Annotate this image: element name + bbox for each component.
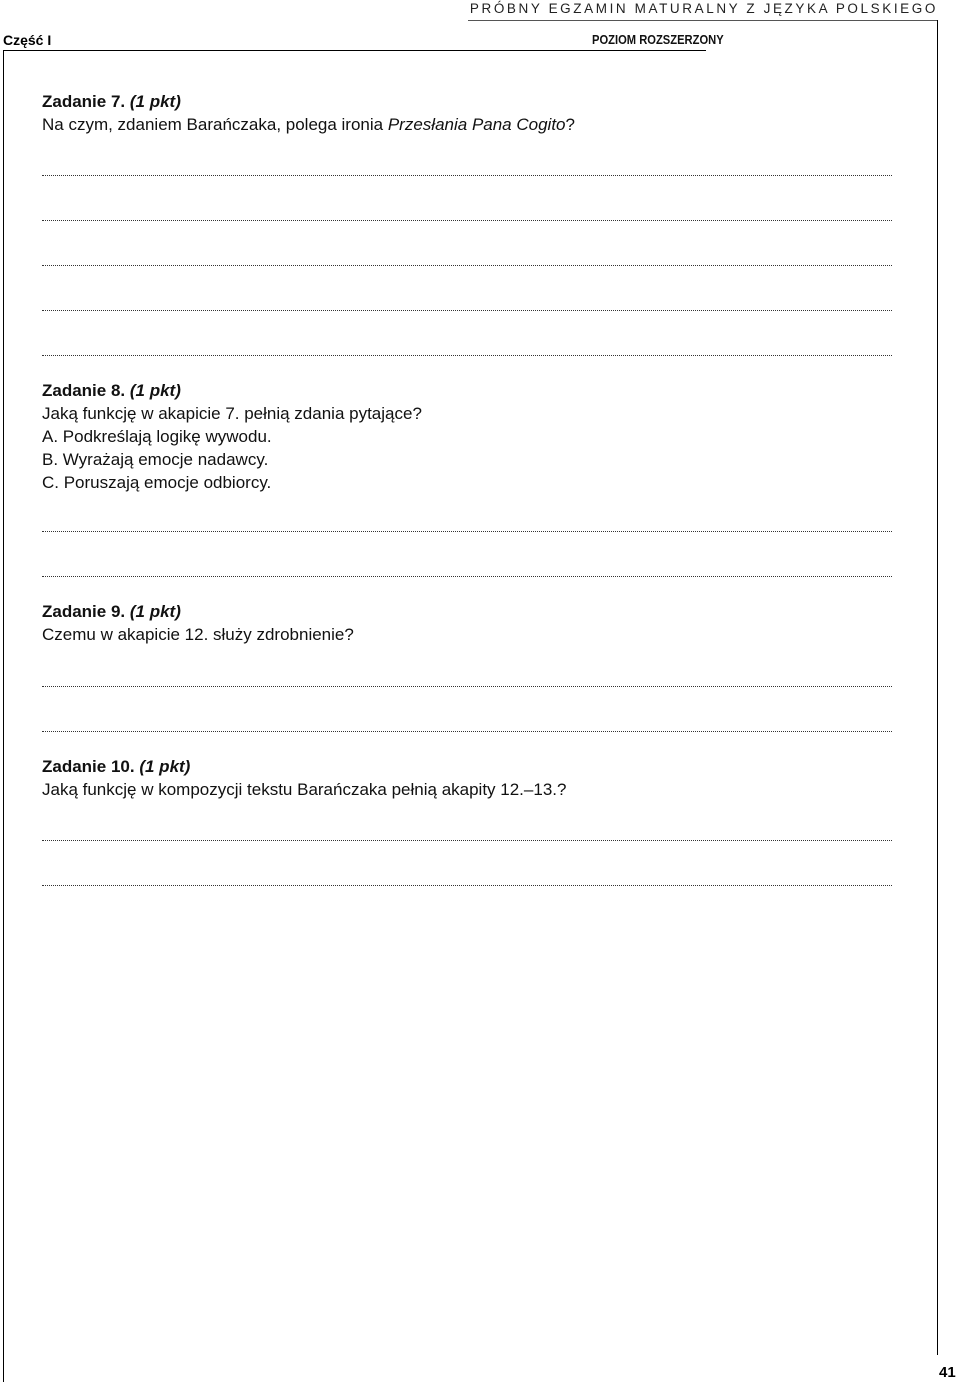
answer-line[interactable]: [42, 686, 892, 687]
option-b[interactable]: B. Wyrażają emocje nadawcy.: [42, 450, 269, 469]
answer-line[interactable]: [42, 310, 892, 311]
answer-line[interactable]: [42, 265, 892, 266]
option-c[interactable]: C. Poruszają emocje odbiorcy.: [42, 473, 272, 492]
task-title: [42, 600, 902, 623]
task-number: Zadanie 9.: [42, 602, 126, 621]
task-points: (1 pkt): [139, 757, 191, 776]
task-9: [42, 600, 902, 646]
answer-line[interactable]: [42, 731, 892, 732]
frame-right-border: [937, 20, 938, 1355]
answer-line[interactable]: [42, 840, 892, 841]
exam-title: PRÓBNY EGZAMIN MATURALNY Z JĘZYKA POLSKIEGO: [469, 1, 938, 16]
task-8: [42, 379, 902, 494]
task-title: [42, 755, 902, 778]
answer-line[interactable]: [42, 355, 892, 356]
task-7: [42, 90, 902, 136]
answer-line[interactable]: [42, 885, 892, 886]
task-number: Zadanie 8.: [42, 381, 126, 400]
task-title: [42, 379, 902, 402]
task-points: (1 pkt): [129, 92, 181, 111]
task-question: [42, 113, 902, 136]
task-number: Zadanie 10.: [42, 757, 135, 776]
task-points: (1 pkt): [129, 602, 181, 621]
option-a[interactable]: A. Podkreślają logikę wywodu.: [42, 427, 272, 446]
question-text: Na czym, zdaniem Barańczaka, polega ironia: [42, 115, 388, 134]
task-question: Czemu w akapicie 12. służy zdrobnienie?: [42, 625, 354, 644]
task-10: [42, 755, 902, 801]
level-label: POZIOM ROZSZERZONY: [592, 32, 724, 47]
answer-line[interactable]: [42, 531, 892, 532]
frame-left-border: [3, 50, 4, 1382]
title-rule: [468, 20, 938, 21]
header-rule: [3, 50, 706, 51]
task-question: Jaką funkcję w akapicie 7. pełnią zdania pytające?: [42, 404, 422, 423]
task-question: Jaką funkcję w kompozycji tekstu Barańczaka pełnią akapity 12.–13.?: [42, 780, 567, 799]
section-label: Część I: [3, 32, 52, 48]
task-points: (1 pkt): [129, 381, 181, 400]
task-title: [42, 90, 902, 113]
answer-line[interactable]: [42, 576, 892, 577]
answer-line[interactable]: [42, 175, 892, 176]
work-title: Przesłania Pana Cogito: [387, 115, 566, 134]
answer-line[interactable]: [42, 220, 892, 221]
page-number: 41: [939, 1364, 956, 1381]
question-mark: ?: [565, 115, 575, 134]
task-number: Zadanie 7.: [42, 92, 126, 111]
